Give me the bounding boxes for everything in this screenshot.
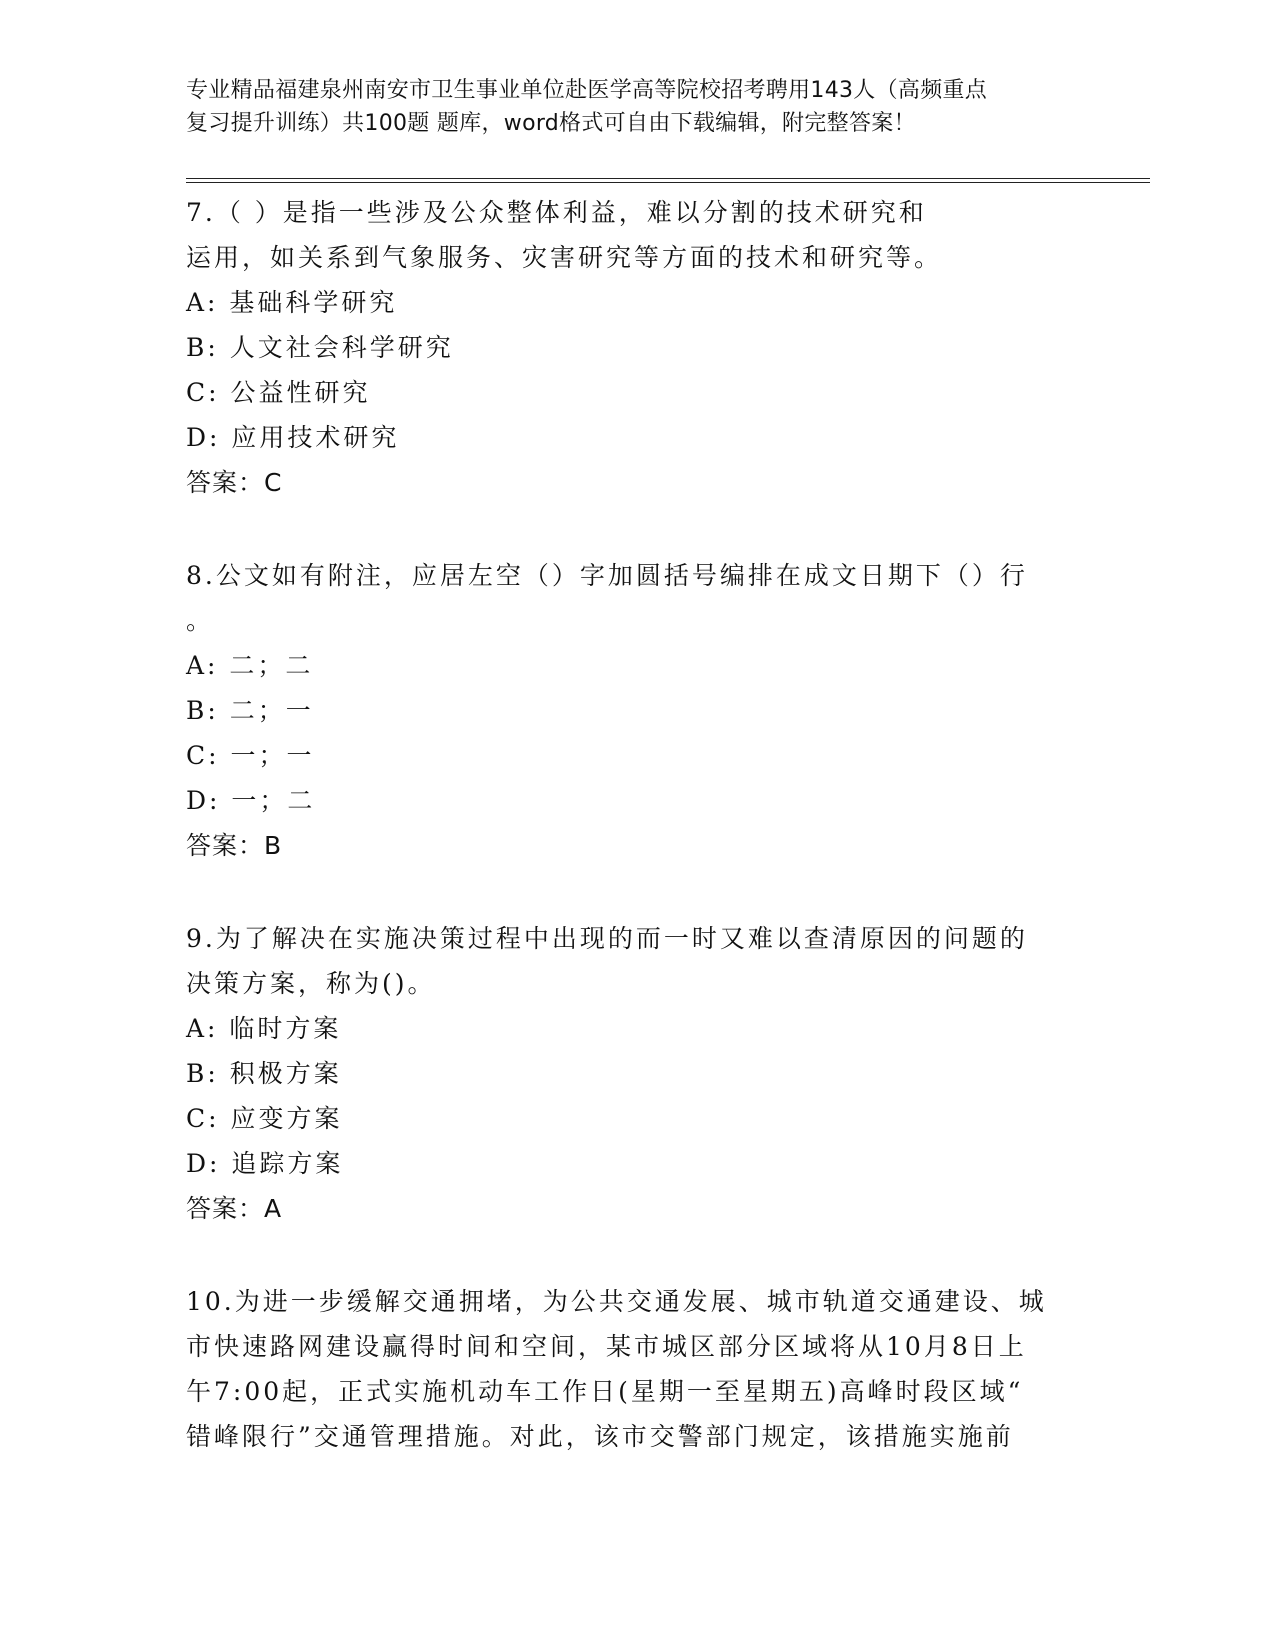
question-10 xyxy=(186,1279,1086,1459)
option-b: B: 人文社会科学研究 xyxy=(186,333,454,362)
question-stem-line: 7.（ ）是指一些涉及公众整体利益，难以分割的技术研究和 xyxy=(186,198,927,227)
question-stem-line: 市快速路网建设赢得时间和空间，某市城区部分区域将从10月8日上 xyxy=(186,1332,1027,1361)
question-list xyxy=(186,190,1086,1459)
question-9 xyxy=(186,916,1086,1231)
document-header xyxy=(186,74,1086,140)
option-b: B: 二；一 xyxy=(186,696,314,725)
question-stem-line: 运用，如关系到气象服务、灾害研究等方面的技术和研究等。 xyxy=(186,243,943,272)
header-line-1: 专业精品福建泉州南安市卫生事业单位赴医学高等院校招考聘用143人（高频重点 xyxy=(186,78,988,103)
question-stem-line: 错峰限行”交通管理措施。对此，该市交警部门规定，该措施实施前 xyxy=(186,1422,1014,1451)
answer-line: 答案：C xyxy=(186,468,283,497)
question-8 xyxy=(186,553,1086,868)
option-d: D: 应用技术研究 xyxy=(186,423,400,452)
question-stem-line: 午7:00起，正式实施机动车工作日(星期一至星期五)高峰时段区域“ xyxy=(186,1377,1024,1406)
answer-line: 答案：A xyxy=(186,1194,283,1223)
header-divider-thick xyxy=(186,178,1150,179)
header-line-2: 复习提升训练）共100题 题库，word格式可自由下载编辑，附完整答案！ xyxy=(186,111,916,136)
option-c: C: 一；一 xyxy=(186,741,315,770)
option-c: C: 公益性研究 xyxy=(186,378,371,407)
question-stem-line: 。 xyxy=(186,606,215,635)
question-7 xyxy=(186,190,1086,505)
question-stem-line: 决策方案，称为()。 xyxy=(186,969,436,998)
question-stem-line: 10.为进一步缓解交通拥堵，为公共交通发展、城市轨道交通建设、城 xyxy=(186,1287,1047,1316)
option-a: A: 临时方案 xyxy=(186,1014,342,1043)
question-stem-line: 9.为了解决在实施决策过程中出现的而一时又难以查清原因的问题的 xyxy=(186,924,1028,953)
option-d: D: 追踪方案 xyxy=(186,1149,344,1178)
answer-line: 答案：B xyxy=(186,831,283,860)
option-b: B: 积极方案 xyxy=(186,1059,342,1088)
question-stem-line: 8.公文如有附注，应居左空（）字加圆括号编排在成文日期下（）行 xyxy=(186,561,1028,590)
option-c: C: 应变方案 xyxy=(186,1104,343,1133)
header-divider-thin xyxy=(186,182,1150,183)
option-a: A: 基础科学研究 xyxy=(186,288,398,317)
option-a: A: 二；二 xyxy=(186,651,314,680)
option-d: D: 一；二 xyxy=(186,786,316,815)
